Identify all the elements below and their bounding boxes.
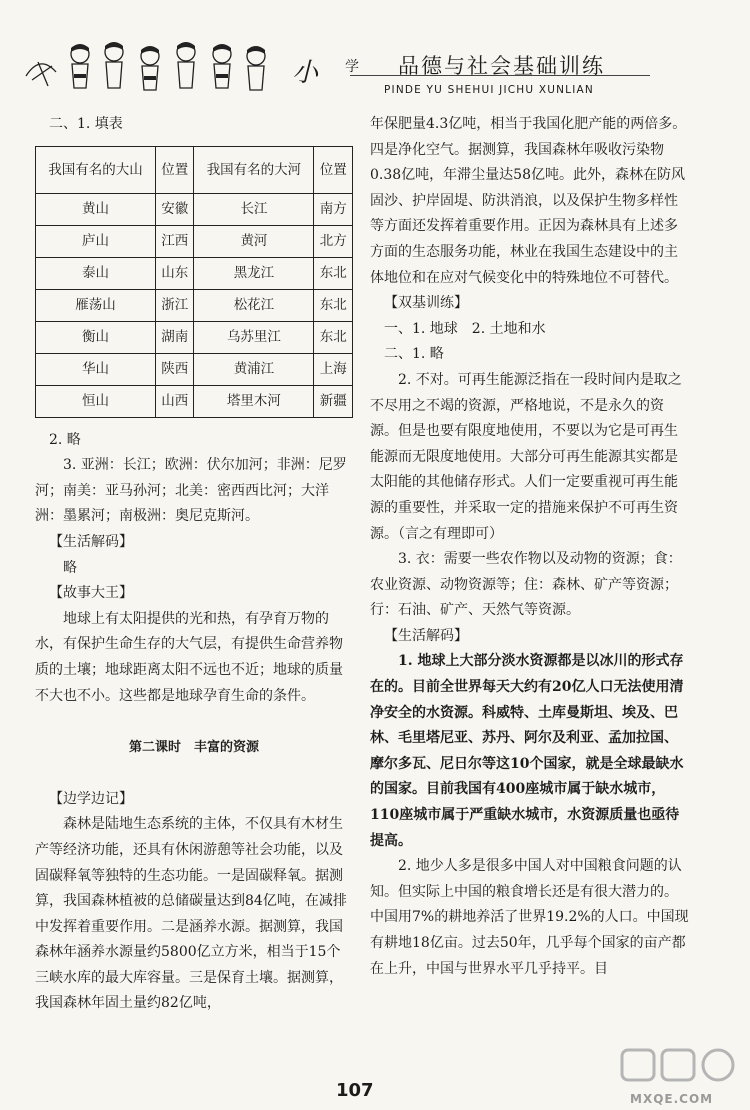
table-cell: 松花江 [194, 289, 314, 321]
table-cell: 陕西 [155, 353, 194, 385]
mountains-rivers-table [35, 146, 353, 418]
watermark-text: MXQE.COM [630, 1092, 714, 1106]
table-cell: 华山 [36, 353, 156, 385]
table-cell: 庐山 [36, 225, 156, 257]
double-training-heading: 【双基训练】 [384, 295, 468, 312]
life-decode-heading-2: 【生活解码】 [384, 627, 468, 644]
table-cell: 黄浦江 [194, 353, 314, 385]
table-row [36, 257, 353, 289]
table-cell: 乌苏里江 [194, 321, 314, 353]
double-answer-1: 一、1. 地球 2. 土地和水 [384, 320, 546, 337]
table-cell: 衡山 [36, 321, 156, 353]
left-column [35, 112, 353, 1017]
right-column [370, 112, 690, 982]
table-cell: 安徽 [155, 193, 194, 225]
table-header-row [36, 146, 353, 193]
life-decode-text: 略 [63, 559, 77, 576]
table-row [36, 193, 353, 225]
table-cell: 北方 [314, 225, 353, 257]
table-cell: 新疆 [314, 385, 353, 417]
table-row [36, 289, 353, 321]
life-decode-answer-1: 1. 地球上大部分淡水资源都是以冰川的形式存在的。目前全世界每天大约有20亿人口无法使用清净安全的水资源。科威特、土库曼斯坦、埃及、巴林、毛里塔尼亚、苏丹、阿尔及利亚、孟加拉国、摩尔多瓦、尼日尔等这10个国家，就是全球最缺水的国家。目前我国有400座城市属于缺水城市，110座城市属于严重缺水城市，水资源质量也亟待提高。 [370, 653, 684, 849]
table-cell: 黄山 [36, 193, 156, 225]
table-row [36, 353, 353, 385]
learn-notes-text: 森林是陆地生态系统的主体，不仅具有木材生产等经济功能，还具有休闲游憩等社会功能，以及固碳释氧等独特的生态功能。一是固碳释氧。据测算，我国森林植被的总储碳量达到84亿吨，在减排中发挥着重要作用。二是涵养水源。据测算，我国森林年涵养水源量约5800亿立方米，相当于15个三峡水库的最大库容量。三是保育土壤。据测算，我国森林年固土量约82亿吨， [35, 816, 347, 1012]
forest-paragraph: 年保肥量4.3亿吨，相当于我国化肥产能的两倍多。四是净化空气。据测算，我国森林年吸收污染物0.38亿吨，年滞尘量达58亿吨。此外，森林在防风固沙、护岸固堤、防洪消浪，以及保护生物多样性等方面还发挥着重要作用。正因为森林具有上述多方面的生态服务功能，林业在我国生态建设中的主体地位和在应对气候变化中的特殊地位不可替代。 [370, 116, 687, 286]
answer-item-2: 2. 略 [49, 431, 81, 448]
table-cell: 山东 [155, 257, 194, 289]
table-cell: 泰山 [36, 257, 156, 289]
table-header: 位置 [155, 146, 194, 193]
life-decode-answer-2: 2. 地少人多是很多中国人对中国粮食问题的认知。但实际上中国的粮食增长还是有很大潜力的。中国用7%的耕地养活了世界19.2%的人口。中国现有耕地18亿亩。过去50年，几乎每个国家的亩产都在上升，中国与世界水平几乎持平。目 [370, 858, 689, 977]
story-king-heading: 【故事大王】 [49, 585, 133, 602]
double-answer-4: 3. 衣：需要一些农作物以及动物的资源；食：农业资源、动物资源等；住：森林、矿产等资源；行：石油、矿产、天然气等资源。 [370, 551, 682, 619]
page-number: 107 [336, 1080, 374, 1101]
table-cell: 上海 [314, 353, 353, 385]
life-decode-heading: 【生活解码】 [49, 533, 133, 550]
book-title-pinyin: PINDE YU SHEHUI JICHU XUNLIAN [384, 84, 594, 96]
children-mascot-icon [22, 36, 280, 94]
table-row [36, 321, 353, 353]
table-cell: 山西 [155, 385, 194, 417]
story-king-text: 地球上有太阳提供的光和热，有孕育万物的水，有保护生命生存的大气层，有提供生命营养物质的土壤；地球距离太阳不远也不近；地球的质量不大也不小。这些都是地球孕育生命的条件。 [35, 610, 343, 704]
table-cell: 长江 [194, 193, 314, 225]
section-label: 二、1. 填表 [49, 116, 123, 132]
table-row [36, 385, 353, 417]
double-answer-3: 2. 不对。可再生能源泛指在一段时间内是取之不尽用之不竭的资源，严格地说，不是永久的资源。但是也要有限度地使用，不要以为它是可再生能源而无限度地使用。大部分可再生能源其实都是太阳能的其他储存形式。人们一定要重视可再生能源的重要性，并采取一定的措施来保护不可再生资源。（言之有理即可） [370, 371, 682, 542]
table-cell: 黄河 [194, 225, 314, 257]
header-series-char: 小 [292, 58, 321, 88]
table-header: 位置 [314, 146, 353, 193]
header-series-char-2: 学 [345, 59, 359, 75]
table-cell: 塔里木河 [194, 385, 314, 417]
table-cell: 南方 [314, 193, 353, 225]
lesson-title: 第二课时 丰富的资源 [128, 740, 259, 756]
table-row [36, 225, 353, 257]
table-cell: 湖南 [155, 321, 194, 353]
learn-notes-heading: 【边学边记】 [49, 790, 133, 807]
answer-item-3: 3. 亚洲：长江；欧洲：伏尔加河；非洲：尼罗河；南美：亚马孙河；北美：密西西比河；大洋洲：墨累河；南极洲：奥尼克斯河。 [35, 457, 347, 525]
table-cell: 东北 [314, 321, 353, 353]
table-cell: 东北 [314, 257, 353, 289]
table-cell: 江西 [155, 225, 194, 257]
table-cell: 雁荡山 [36, 289, 156, 321]
double-answer-2: 二、1. 略 [384, 346, 444, 363]
table-cell: 黑龙江 [194, 257, 314, 289]
table-cell: 恒山 [36, 385, 156, 417]
book-title: 品德与社会基础训练 [398, 54, 605, 78]
table-cell: 东北 [314, 289, 353, 321]
page-header [0, 0, 750, 100]
table-header: 我国有名的大山 [36, 146, 156, 193]
table-cell: 浙江 [155, 289, 194, 321]
table-header: 我国有名的大河 [194, 146, 314, 193]
